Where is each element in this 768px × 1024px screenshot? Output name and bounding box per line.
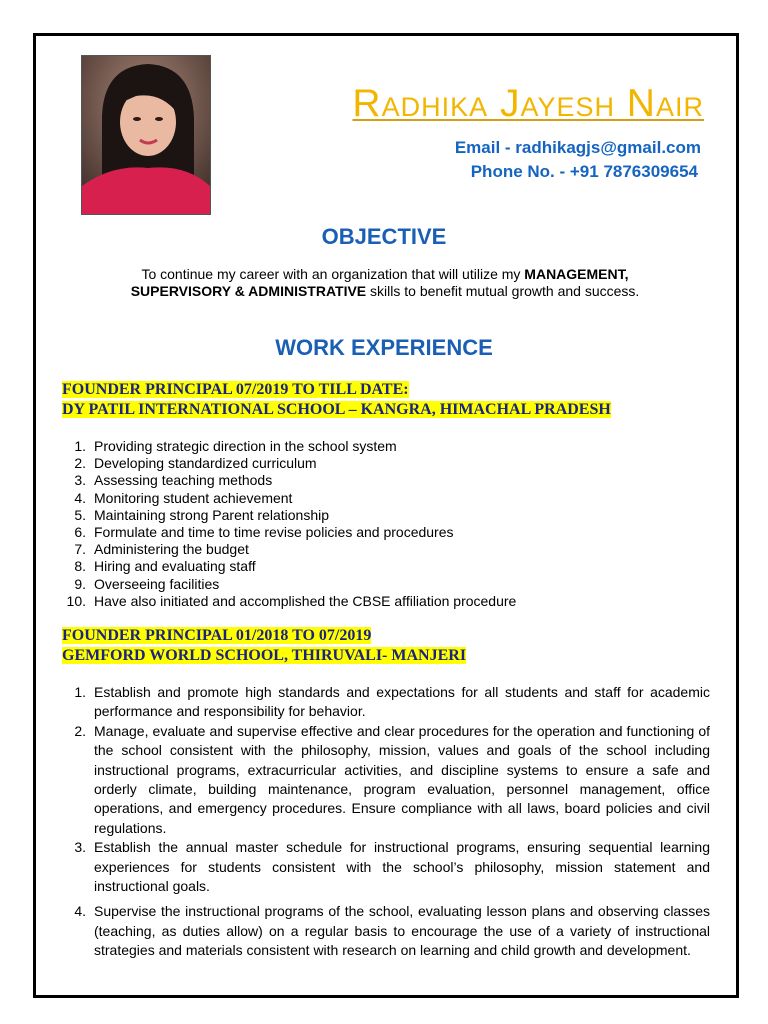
list-item: 2. Developing standardized curriculum xyxy=(74,455,317,472)
job-heading xyxy=(62,380,611,420)
responsibilities-list xyxy=(62,438,662,610)
list-item: 5. Maintaining strong Parent relationship xyxy=(74,506,330,523)
list-item: 1. Establish and promote high standards and expectations for all students and staff for academic performance and responsibility for behavior. xyxy=(74,684,710,720)
job-school: GEMFORD WORLD SCHOOL, THIRUVALI- MANJERI xyxy=(62,647,467,664)
job-title: FOUNDER PRINCIPAL 01/2018 TO 07/2019 xyxy=(62,627,372,644)
email-text[interactable]: Email - radhikagjs@gmail.com xyxy=(454,138,701,157)
job-heading xyxy=(62,626,466,666)
list-item: 4. Monitoring student achievement xyxy=(74,489,293,506)
list-item: 6. Formulate and time to time revise policies and procedures xyxy=(74,524,454,541)
job-title: FOUNDER PRINCIPAL 07/2019 TO TILL DATE: xyxy=(62,381,409,398)
list-item: 8. Hiring and evaluating staff xyxy=(74,558,256,575)
objective-heading: OBJECTIVE xyxy=(321,224,447,249)
list-item: 7. Administering the budget xyxy=(74,541,249,558)
work-experience-heading: WORK EXPERIENCE xyxy=(275,335,493,360)
list-item: 3. Assessing teaching methods xyxy=(74,472,273,489)
list-item: 10. Have also initiated and accomplished the CBSE affiliation procedure xyxy=(66,592,517,609)
list-item: 2. Manage, evaluate and supervise effective and clear procedures for the operation and functioning of the school consistent with the philosophy, mission, values and goals of the school including instructional programs, extracurricular activities, and discipline systems to ensure a safe and orderly climate, building maintenance, program evaluation, personnel management, office operations, and emergency procedures. Ensure compliance with all laws, board policies and civil regulations. xyxy=(74,722,710,836)
list-item: 9. Overseeing facilities xyxy=(74,575,220,592)
phone-text: Phone No. - +91 7876309654 xyxy=(470,162,698,181)
responsibilities-list xyxy=(62,683,710,961)
list-item: 4. Supervise the instructional programs of the school, evaluating lesson plans and observing classes (teaching, as duties allow) on a regular basis to encourage the use of a variety of instructional strategies and materials consistent with research on learning and child growth and development. xyxy=(74,903,710,959)
list-item: 1. Providing strategic direction in the school system xyxy=(74,438,397,454)
candidate-name: Radhika Jayesh Nair xyxy=(352,82,704,125)
objective-text: To continue my career with an organization that will utilize my MANAGEMENT, SUPERVISORY & ADMINISTRATIVE skills to benefit mutual growth and success. xyxy=(130,266,640,299)
list-item: 3. Establish the annual master schedule for instructional programs, ensuring sequential learning experiences for students consistent with the school’s philosophy, mission statement and instructional goals. xyxy=(74,839,710,895)
job-school: DY PATIL INTERNATIONAL SCHOOL – KANGRA, HIMACHAL PRADESH xyxy=(62,401,611,418)
profile-photo xyxy=(81,55,211,215)
